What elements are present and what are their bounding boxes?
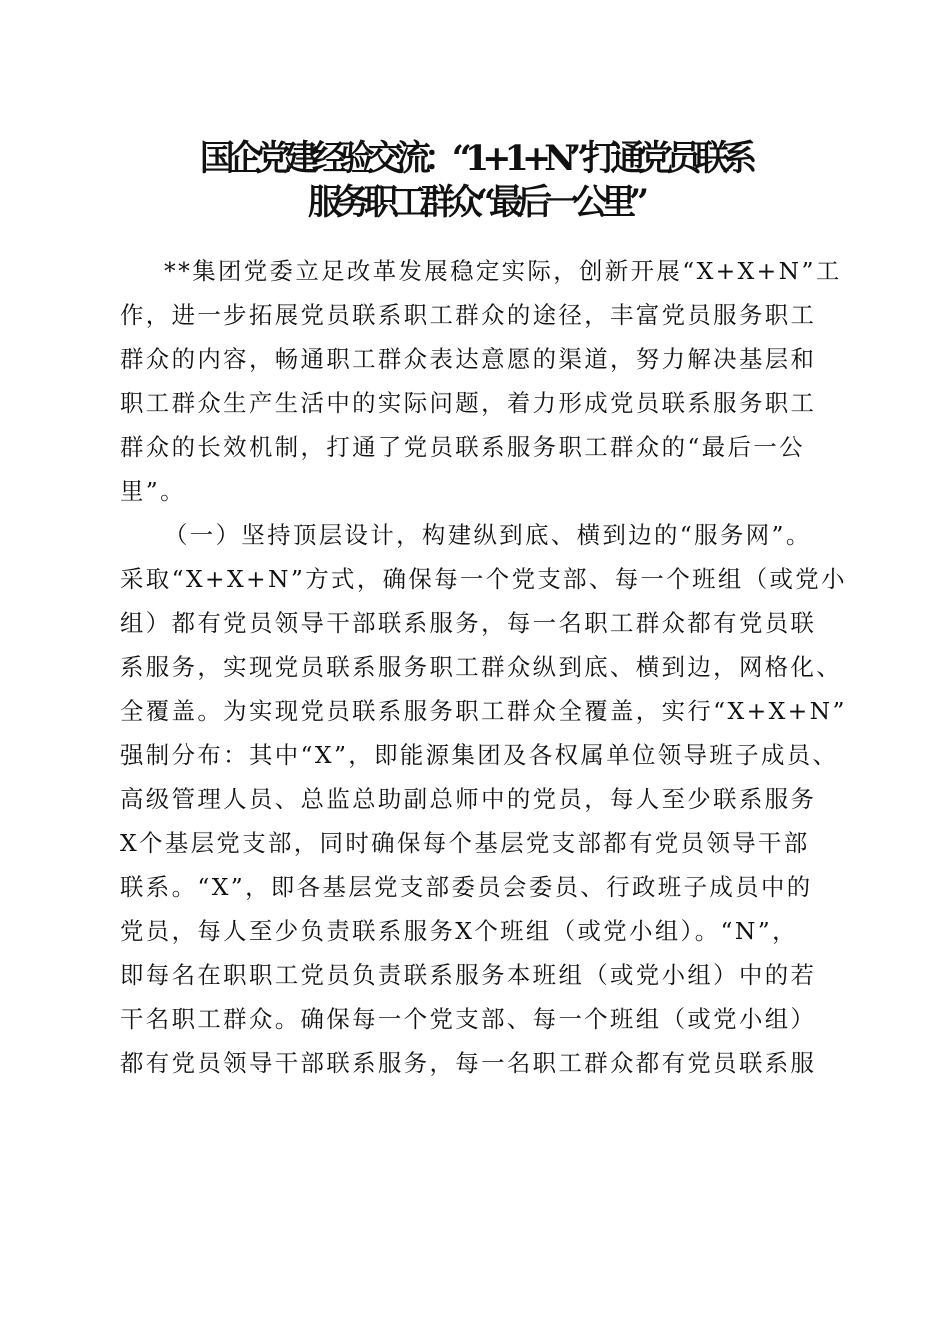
paragraph-line: 群众的内容，畅通职工群众表达意愿的渠道，努力解决基层和	[120, 345, 817, 373]
paragraph-line: 即每名在职职工党员负责联系服务本班组（或党小组）中的若	[120, 961, 817, 989]
paragraph-line: 作，进一步拓展党员联系职工群众的途径，丰富党员服务职工	[120, 301, 817, 329]
paragraph-line: 高级管理人员、总监总助副总师中的党员，每人至少联系服务	[120, 785, 817, 813]
document-title-line-2: 服务职工群众“最后一公里”	[307, 182, 643, 223]
paragraph-line: **集团党委立足改革发展稳定实际，创新开展“X+X+N”工	[164, 257, 842, 285]
document-title-line-1: 国企党建经验交流：“1+1+N”打通党员联系	[199, 138, 751, 179]
paragraph-line: 采取“X+X+N”方式，确保每一个党支部、每一个班组（或党小	[120, 565, 847, 593]
paragraph-line: 全覆盖。为实现党员联系服务职工群众全覆盖，实行“X+X+N”	[120, 697, 847, 725]
paragraph-line: X个基层党支部，同时确保每个基层党支部都有党员领导干部	[120, 829, 810, 857]
paragraph-line: 里”。	[120, 477, 186, 505]
paragraph-line: 都有党员领导干部联系服务，每一名职工群众都有党员联系服	[120, 1049, 817, 1077]
paragraph-line: 职工群众生产生活中的实际问题，着力形成党员联系服务职工	[120, 389, 817, 417]
paragraph-line: 干名职工群众。确保每一个党支部、每一个班组（或党小组）	[120, 1005, 817, 1033]
paragraph-line: 联系。“X”，即各基层党支部委员会委员、行政班子成员中的	[120, 873, 813, 901]
paragraph-line: 党员，每人至少负责联系服务X个班组（或党小组）。“N”，	[120, 917, 798, 945]
paragraph-line: 群众的长效机制，打通了党员联系服务职工群众的“最后一公	[120, 433, 805, 461]
section-heading-line: （一）坚持顶层设计，构建纵到底、横到边的“服务网”。	[164, 521, 812, 549]
paragraph-line: 系服务，实现党员联系服务职工群众纵到底、横到边，网格化、	[120, 653, 843, 681]
paragraph-line: 组）都有党员领导干部联系服务，每一名职工群众都有党员联	[120, 609, 817, 637]
paragraph-line: 强制分布：其中“X”，即能源集团及各权属单位领导班子成员、	[120, 741, 839, 769]
